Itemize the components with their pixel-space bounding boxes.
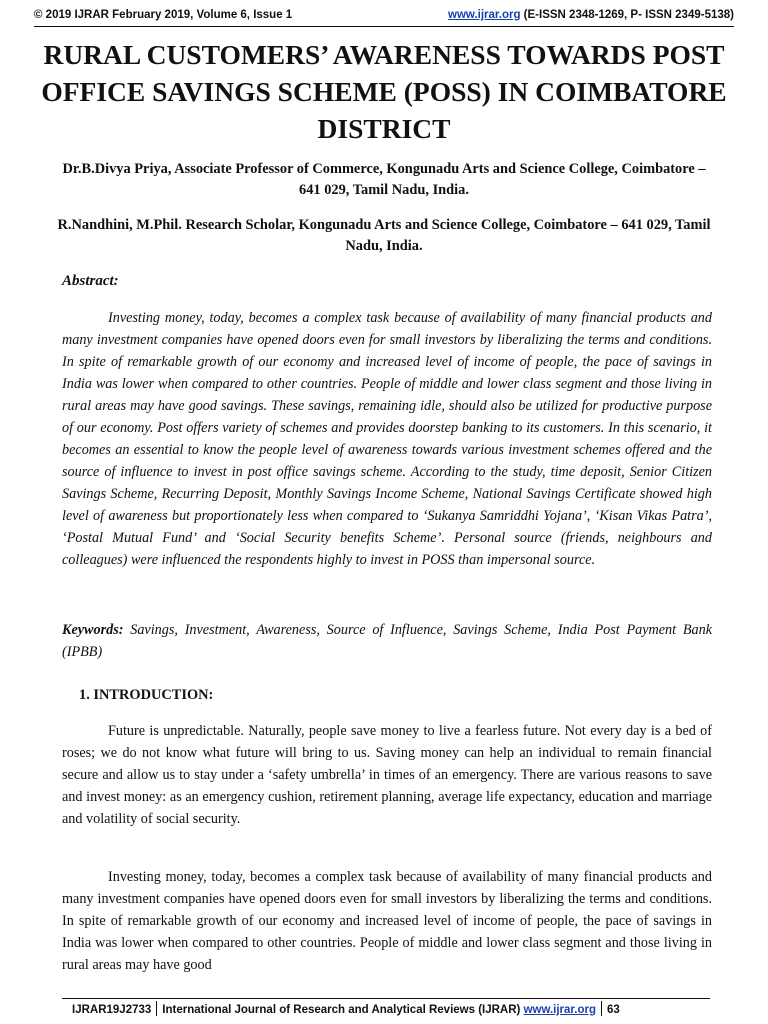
abstract-body: Investing money, today, becomes a complex task because of availability of many financial products and many investment companies have opened doors even for small investors by liberalizing the terms and conditions. In spite of remarkable growth of our economy and increased level of income of people, the pace of savings in India was lower when compared to other countries. People of middle and lower class segment and those living in rural areas may have good savings. These savings, remaining idle, should also be utilized for productive purpose of our economy. Post offers variety of schemes and provides doorstep banking to its customers. In this scenario, it becomes an essential to know the people level of awareness towards various investment schemes offered and the source of influence to invest in post office savings scheme. According to the study, time deposit, Senior Citizen Savings Scheme, Recurring Deposit, Monthly Savings Income Scheme, National Savings Certificate showed high level of awareness but proportionately less when compared to ‘Sukanya Samriddhi Yojana’, ‘Kisan Vikas Patra’, ‘Postal Mutual Fund’ and ‘Social Security benefits Scheme’. Personal source (friends, neighbours and colleagues) were influenced the respondents highly to invest in POSS than impersonal source. bbox=[62, 310, 712, 568]
footer-rule bbox=[62, 998, 710, 999]
footer-divider bbox=[156, 1001, 157, 1016]
running-footer bbox=[72, 1001, 620, 1016]
footer-url-link[interactable]: www.ijrar.org bbox=[523, 1004, 596, 1016]
running-header bbox=[34, 6, 734, 26]
header-issn: (E-ISSN 2348-1269, P- ISSN 2349-5138) bbox=[520, 9, 734, 21]
header-rule bbox=[34, 26, 734, 27]
footer-divider bbox=[601, 1001, 602, 1016]
author-affiliation-1: Dr.B.Divya Priya, Associate Professor of Commerce, Kongunadu Arts and Science College, Coimbatore – 641 029, Tamil Nadu, India. bbox=[62, 161, 706, 198]
keywords-label: Keywords: bbox=[62, 622, 124, 638]
page-number: 63 bbox=[607, 1004, 620, 1016]
keywords-text: Savings, Investment, Awareness, Source of Influence, Savings Scheme, India Post Payment Bank (IPBB) bbox=[62, 622, 712, 660]
footer-journal-name: International Journal of Research and Analytical Reviews (IJRAR) bbox=[162, 1004, 524, 1016]
section-heading-introduction: 1. INTRODUCTION: bbox=[79, 687, 214, 703]
paper-title: RURAL CUSTOMERS’ AWARENESS TOWARDS POST OFFICE SAVINGS SCHEME (POSS) IN COIMBATORE DISTRICT bbox=[41, 39, 727, 144]
footer-paper-id: IJRAR19J2733 bbox=[72, 1004, 152, 1016]
intro-paragraph-2: Investing money, today, becomes a complex task because of availability of many financial products and many investment companies have opened doors even for small investors by liberalizing the terms and conditions. In spite of remarkable growth of our economy and increased level of income of people, the pace of savings in India was lower when compared to other countries. People of middle and lower class segment and those living in rural areas may have good bbox=[62, 869, 712, 973]
header-issue-info: © 2019 IJRAR February 2019, Volume 6, Issue 1 bbox=[34, 9, 293, 21]
keywords bbox=[62, 619, 712, 663]
header-url-link[interactable]: www.ijrar.org bbox=[448, 9, 521, 21]
header-issn-info bbox=[448, 9, 734, 21]
abstract-heading: Abstract: bbox=[62, 273, 119, 289]
author-affiliation-2: R.Nandhini, M.Phil. Research Scholar, Kongunadu Arts and Science College, Coimbatore – 641 029, Tamil Nadu, India. bbox=[57, 217, 711, 254]
intro-paragraph-1: Future is unpredictable. Naturally, people save money to live a fearless future. Not every day is a bed of roses; we do not know what future will bring to us. Saving money can help an individual to remain financial secure and allow us to stay under a ‘safety umbrella’ in times of an emergency. There are various reasons to save and invest money: as an emergency cushion, retirement planning, average life expectancy, education and marriage and volatility of social security. bbox=[62, 723, 712, 827]
